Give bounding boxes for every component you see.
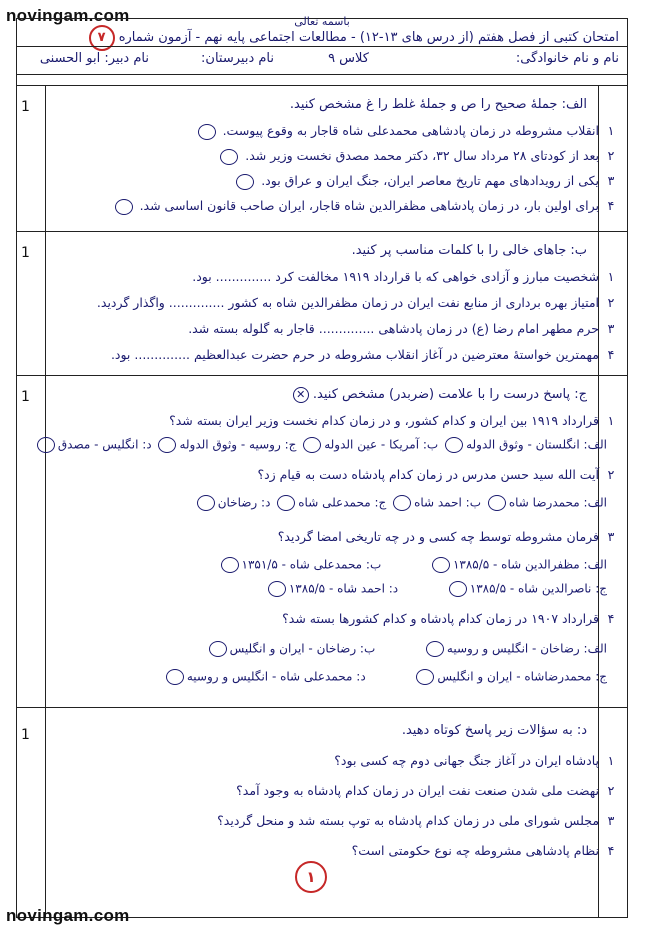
option-circle[interactable]: [268, 581, 286, 597]
section-d-title: د: به سؤالات زیر پاسخ کوتاه دهید.: [401, 723, 587, 738]
exam-sheet: [16, 15, 628, 918]
section-b-item-1: ۱ شخصیت مبارز و آزادی خواهی که با قرارداد ۱۹۱۹ مخالفت کرد .............. بود.: [192, 269, 615, 284]
section-c-item-1: ۱ قرارداد ۱۹۱۹ بین ایران و کدام کشور، و در زمان کدام نخست وزیر ایران بسته شد؟: [169, 413, 615, 428]
school-label: نام دبیرستان:: [201, 51, 274, 66]
question-text: شخصیت مبارز و آزادی خواهی که با قرارداد ۱۹۱۹ مخالفت کرد .............. بود.: [192, 269, 600, 284]
option: الف: مظفرالدین شاه - ۱۳۸۵/۵: [452, 557, 607, 572]
section-a-item-3: ۳ یکی از رویدادهای مهم تاریخ معاصر ایران، جنگ ایران و عراق بود.: [233, 173, 619, 190]
option: ج: محمدعلی شاه: [298, 495, 387, 510]
option: د: رضاخان: [217, 495, 271, 510]
question-text: نهضت ملی شدن صنعت نفت ایران در زمان کدام پادشاه به وجود آمد؟: [236, 783, 600, 798]
section-b-item-2: ۲ امتیاز بهره برداری از منابع نفت ایران در زمان مظفرالدین شاه به کشور .............. واگذار گردید.: [96, 295, 615, 310]
section-b-score: 1: [21, 245, 30, 261]
section-c-item-3-options-a: [218, 557, 607, 573]
option-circle[interactable]: [416, 669, 434, 685]
section-c-item-2-options: [194, 495, 607, 511]
section-b-item-3: ۳ حرم مطهر امام رضا (ع) در زمان پادشاهی .............. قاجار به گلوله بسته شد.: [188, 321, 615, 336]
option-circle[interactable]: [449, 581, 467, 597]
option: ب: محمدعلی شاه - ۱۳۵۱/۵: [241, 557, 382, 572]
exam-number-badge: ۷: [89, 25, 115, 51]
option-circle[interactable]: [432, 557, 450, 573]
answer-circle[interactable]: [236, 174, 254, 190]
option: د: انگلیس - مصدق: [57, 437, 152, 452]
question-text: یکی از رویدادهای مهم تاریخ معاصر ایران، جنگ ایران و عراق بود.: [261, 173, 600, 188]
option-circle[interactable]: [445, 437, 463, 453]
section-d-item-1: ۱ پادشاه ایران در آغاز جنگ جهانی دوم چه کسی بود؟: [334, 753, 615, 768]
option-circle[interactable]: [277, 495, 295, 511]
question-text: قرارداد ۱۹۰۷ در زمان کدام پادشاه و کدام کشورها بسته شد؟: [282, 611, 600, 626]
answer-circle[interactable]: [198, 124, 216, 140]
section-a-item-2: ۲ بعد از کودتای ۲۸ مرداد سال ۳۲، دکتر محمد مصدق نخست وزیر شد.: [217, 148, 619, 165]
teacher-label: نام دبیر: ابو الحسنی: [39, 51, 149, 66]
option-circle[interactable]: [221, 557, 239, 573]
cross-mark-icon: ✕: [293, 387, 309, 403]
question-text: مجلس شورای ملی در زمان کدام پادشاه به توپ بسته شد و منحل گردید؟: [217, 813, 600, 828]
question-text: بعد از کودتای ۲۸ مرداد سال ۳۲، دکتر محمد مصدق نخست وزیر شد.: [245, 148, 600, 163]
section-c-title: ج: پاسخ درست را با علامت (ضربدر) مشخص کنید. ✕: [293, 387, 587, 403]
option: الف: انگلستان - وثوق الدوله: [466, 437, 607, 452]
name-label: نام و نام خانوادگی:: [515, 51, 619, 66]
section-c-item-4-options-a: [206, 641, 607, 657]
section-c-item-4: ۴ قرارداد ۱۹۰۷ در زمان کدام پادشاه و کدام کشورها بسته شد؟: [282, 611, 615, 626]
section-c-score: 1: [21, 389, 30, 405]
section-c-item-2: ۲ آیت الله سید حسن مدرس در زمان کدام پادشاه دست به قیام زد؟: [257, 467, 615, 482]
option-circle[interactable]: [488, 495, 506, 511]
option: د: محمدعلی شاه - انگلیس و روسیه: [186, 669, 366, 684]
option-circle[interactable]: [158, 437, 176, 453]
question-text: امتیاز بهره برداری از منابع نفت ایران در زمان مظفرالدین شاه به کشور .............. واگذار گردید.: [96, 295, 600, 310]
question-text: نظام پادشاهی مشروطه چه نوع حکومتی است؟: [351, 843, 600, 858]
watermark-bottom: novingam.com: [6, 906, 130, 925]
option: ب: آمریکا - عین الدوله: [324, 437, 439, 452]
watermark-top: novingam.com: [6, 6, 130, 25]
header-top-text: باسمه تعالی: [294, 15, 350, 28]
question-text: مهمترین خواستهٔ معترضین در آغاز انقلاب مشروطه در حرم حضرت عبدالعظیم .............. بود.: [110, 347, 600, 362]
question-text: قرارداد ۱۹۱۹ بین ایران و کدام کشور، و در زمان کدام نخست وزیر ایران بسته شد؟: [169, 413, 600, 428]
question-text: حرم مطهر امام رضا (ع) در زمان پادشاهی .............. قاجار به گلوله بسته شد.: [188, 321, 600, 336]
section-c-item-3-options-b: [265, 581, 607, 597]
section-a-score: 1: [21, 99, 30, 115]
exam-title: [85, 25, 619, 51]
section-b-item-4: ۴ مهمترین خواستهٔ معترضین در آغاز انقلاب مشروطه در حرم حضرت عبدالعظیم .............. بود.: [110, 347, 615, 362]
section-d-score: 1: [21, 727, 30, 743]
option-circle[interactable]: [426, 641, 444, 657]
section-d-item-2: ۲ نهضت ملی شدن صنعت نفت ایران در زمان کدام پادشاه به وجود آمد؟: [236, 783, 615, 798]
option: الف: رضاخان - انگلیس و روسیه: [446, 641, 607, 656]
option: ج: ناصرالدین شاه - ۱۳۸۵/۵: [469, 581, 607, 596]
option-circle[interactable]: [37, 437, 55, 453]
answer-circle[interactable]: [115, 199, 133, 215]
question-text: انقلاب مشروطه در زمان پادشاهی محمدعلی شاه قاجار به وقوع پیوست.: [222, 123, 600, 138]
option: د: احمد شاه - ۱۳۸۵/۵: [288, 581, 399, 596]
section-c-item-4-options-b: [163, 669, 607, 685]
option: ب: احمد شاه: [414, 495, 482, 510]
section-a-title: الف: جملهٔ صحیح را ص و جملهٔ غلط را غ مشخص کنید.: [289, 97, 587, 112]
section-a-item-4: ۴ برای اولین بار، در زمان پادشاهی مظفرالدین شاه قاجار، ایران صاحب قانون اساسی شد.: [112, 198, 619, 215]
question-text: فرمان مشروطه توسط چه کسی و در چه تاریخی امضا گردید؟: [277, 529, 600, 544]
option-circle[interactable]: [166, 669, 184, 685]
option-circle[interactable]: [303, 437, 321, 453]
section-d-item-3: ۳ مجلس شورای ملی در زمان کدام پادشاه به توپ بسته شد و منحل گردید؟: [217, 813, 615, 828]
page-number: ۱: [295, 861, 327, 893]
section-c-item-3: ۳ فرمان مشروطه توسط چه کسی و در چه تاریخی امضا گردید؟: [277, 529, 615, 544]
option-circle[interactable]: [393, 495, 411, 511]
exam-title-text: امتحان کتبی از فصل هفتم (از درس های ۱۳-۱۲) - مطالعات اجتماعی پایه نهم - آزمون شماره: [118, 30, 619, 45]
answer-circle[interactable]: [220, 149, 238, 165]
section-b-title: ب: جاهای خالی را با کلمات مناسب پر کنید.: [351, 243, 587, 258]
section-a-item-1: ۱ انقلاب مشروطه در زمان پادشاهی محمدعلی شاه قاجار به وقوع پیوست.: [195, 123, 619, 140]
option: ب: رضاخان - ایران و انگلیس: [229, 641, 376, 656]
section-c-item-1-options: [34, 437, 607, 453]
option: ج: محمدرضاشاه - ایران و انگلیس: [437, 669, 607, 684]
question-text: پادشاه ایران در آغاز جنگ جهانی دوم چه کسی بود؟: [334, 753, 600, 768]
question-text: برای اولین بار، در زمان پادشاهی مظفرالدین شاه قاجار، ایران صاحب قانون اساسی شد.: [139, 198, 600, 213]
option: ج: روسیه - وثوق الدوله: [179, 437, 297, 452]
section-d-item-4: ۴ نظام پادشاهی مشروطه چه نوع حکومتی است؟: [351, 843, 615, 858]
option-circle[interactable]: [197, 495, 215, 511]
option-circle[interactable]: [209, 641, 227, 657]
option: الف: محمدرضا شاه: [508, 495, 607, 510]
class-label: کلاس ۹: [328, 51, 369, 66]
question-text: آیت الله سید حسن مدرس در زمان کدام پادشاه دست به قیام زد؟: [257, 467, 600, 482]
